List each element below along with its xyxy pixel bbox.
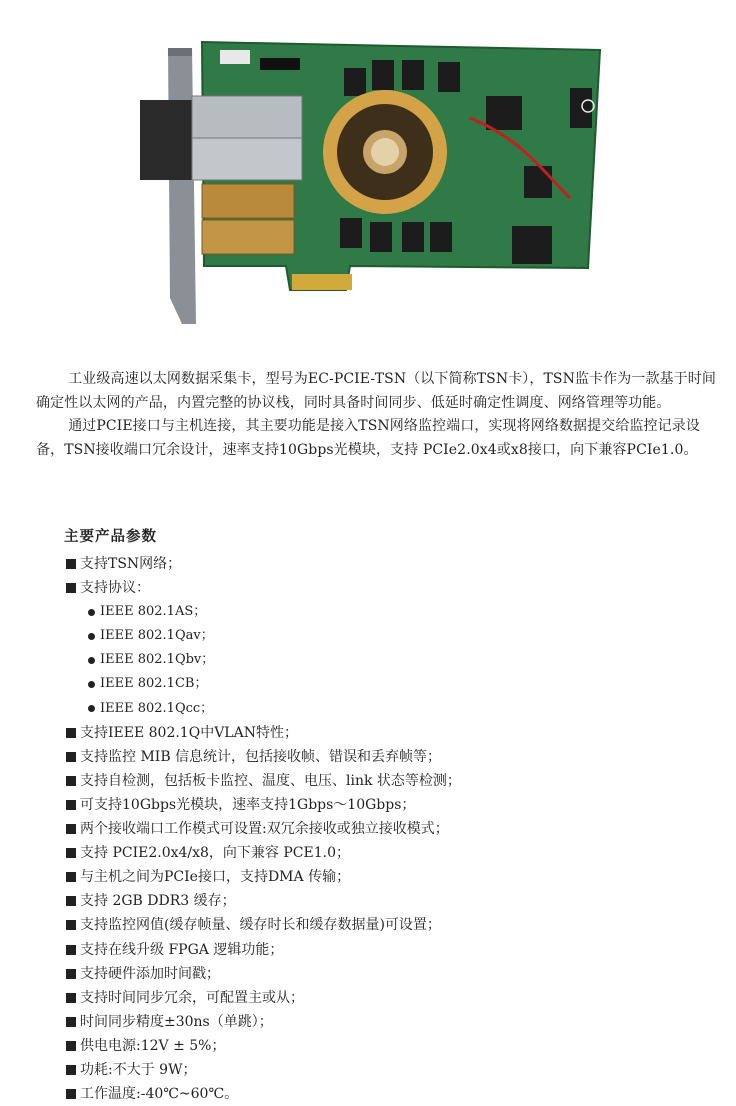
list-item: 两个接收端口工作模式可设置:双冗余接收或独立接收模式； — [66, 817, 726, 841]
list-item: 支持硬件添加时间戳； — [66, 962, 726, 986]
square-bullet-icon — [66, 728, 76, 738]
list-item: 支持自检测，包括板卡监控、温度、电压、link 状态等检测； — [66, 769, 726, 793]
round-bullet-icon — [88, 633, 95, 640]
square-bullet-icon — [66, 800, 76, 810]
sfp-port-1 — [140, 100, 196, 140]
square-bullet-icon — [66, 752, 76, 762]
square-bullet-icon — [66, 824, 76, 834]
square-bullet-icon — [66, 1089, 76, 1099]
round-bullet-icon — [88, 681, 95, 688]
list-item: 支持协议： — [66, 576, 726, 600]
square-bullet-icon — [66, 920, 76, 930]
list-item: 支持TSN网络； — [66, 552, 726, 576]
list-item: 与主机之间为PCIe接口，支持DMA 传输； — [66, 865, 726, 889]
square-bullet-icon — [66, 1041, 76, 1051]
list-item: 支持 2GB DDR3 缓存； — [66, 889, 726, 913]
intro-text — [36, 368, 726, 462]
list-item: 支持监控 MIB 信息统计，包括接收帧、错误和丢弃帧等； — [66, 745, 726, 769]
pci-bracket — [168, 48, 196, 324]
list-item: 工作温度:-40℃~60℃。 — [66, 1082, 726, 1106]
list-item: 支持IEEE 802.1Q中VLAN特性； — [66, 721, 726, 745]
square-bullet-icon — [66, 896, 76, 906]
square-bullet-icon — [66, 969, 76, 979]
sub-list-item: IEEE 802.1CB； — [66, 672, 726, 696]
square-bullet-icon — [66, 583, 76, 593]
round-bullet-icon — [88, 705, 95, 712]
list-item: 支持在线升级 FPGA 逻辑功能； — [66, 938, 726, 962]
param-list — [66, 552, 726, 1106]
list-item: 时间同步精度±30ns（单跳）； — [66, 1010, 726, 1034]
square-bullet-icon — [66, 1017, 76, 1027]
round-bullet-icon — [88, 609, 95, 616]
sub-list-item: IEEE 802.1Qbv； — [66, 648, 726, 672]
list-item: 支持监控网值(缓存帧量、缓存时长和缓存数据量)可设置； — [66, 913, 726, 937]
section-title: 主要产品参数 — [64, 529, 157, 545]
list-item: 可支持10Gbps光模块，速率支持1Gbps～10Gbps； — [66, 793, 726, 817]
sub-list-item: IEEE 802.1AS； — [66, 600, 726, 624]
list-item: 功耗:不大于 9W； — [66, 1058, 726, 1082]
square-bullet-icon — [66, 945, 76, 955]
square-bullet-icon — [66, 776, 76, 786]
product-image — [140, 28, 610, 328]
sub-list-item: IEEE 802.1Qav； — [66, 624, 726, 648]
square-bullet-icon — [66, 848, 76, 858]
round-bullet-icon — [88, 657, 95, 664]
sfp-port-2 — [140, 140, 196, 180]
intro-paragraph-1: 工业级高速以太网数据采集卡，型号为EC-PCIE-TSN（以下简称TSN卡），TSN监卡作为一款基于时间确定性以太网的产品，内置完整的协议栈，同时具备时间同步、低延时确定性调度、网络管理等功能。 — [36, 371, 716, 411]
pcie-gold-fingers — [292, 274, 352, 290]
list-item: 供电电源:12V ± 5%； — [66, 1034, 726, 1058]
list-item: 支持时间同步冗余，可配置主或从； — [66, 986, 726, 1010]
square-bullet-icon — [66, 993, 76, 1003]
square-bullet-icon — [66, 559, 76, 569]
list-item: 支持 PCIE2.0x4/x8，向下兼容 PCE1.0； — [66, 841, 726, 865]
intro-paragraph-2: 通过PCIE接口与主机连接，其主要功能是接入TSN网络监控端口，实现将网络数据提交给监控记录设备，TSN接收端口冗余设计，速率支持10Gbps光模块，支持 PCIe2.0x4或x8接口，向下兼容PCIe1.0。 — [36, 418, 700, 458]
square-bullet-icon — [66, 1065, 76, 1075]
square-bullet-icon — [66, 872, 76, 882]
sub-list-item: IEEE 802.1Qcc； — [66, 697, 726, 721]
